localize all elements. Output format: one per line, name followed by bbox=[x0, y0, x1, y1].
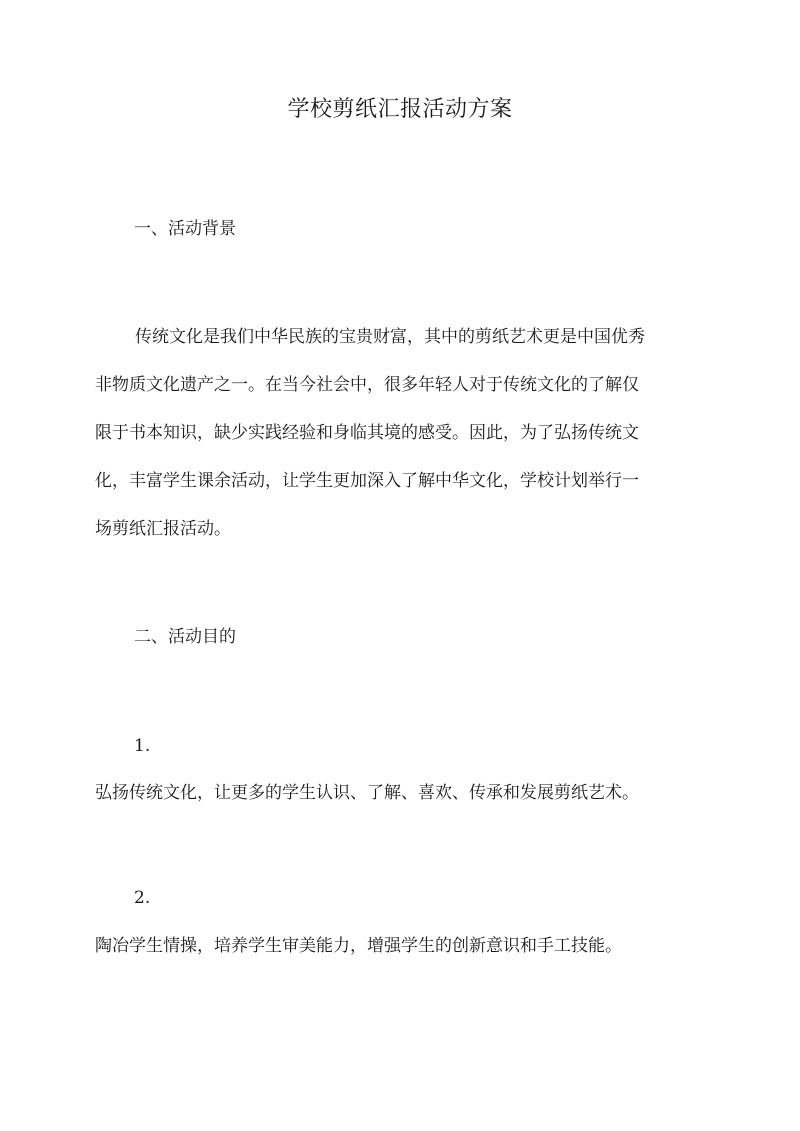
paragraph-line: 传统文化是我们中华民族的宝贵财富，其中的剪纸艺术更是中国优秀 bbox=[135, 327, 645, 347]
goal-text: 弘扬传统文化，让更多的学生认识、了解、喜欢、传承和发展剪纸艺术。 bbox=[95, 783, 639, 803]
goal-text: 陶冶学生情操，培养学生审美能力，增强学生的创新意识和手工技能。 bbox=[95, 936, 622, 956]
goal-number: 1. bbox=[134, 736, 151, 756]
paragraph-line: 化，丰富学生课余活动，让学生更加深入了解中华文化，学校计划举行一 bbox=[95, 471, 639, 491]
paragraph-line: 场剪纸汇报活动。 bbox=[95, 519, 231, 539]
paragraph-line: 非物质文化遗产之一。在当今社会中，很多年轻人对于传统文化的了解仅 bbox=[95, 375, 639, 395]
document-title: 学校剪纸汇报活动方案 bbox=[287, 97, 513, 122]
background-paragraph bbox=[95, 313, 709, 553]
goal-number: 2. bbox=[134, 888, 151, 908]
section-heading-goals: 二、活动目的 bbox=[134, 627, 236, 647]
section-heading-background: 一、活动背景 bbox=[134, 219, 236, 239]
paragraph-line: 限于书本知识，缺少实践经验和身临其境的感受。因此，为了弘扬传统文 bbox=[95, 423, 639, 443]
